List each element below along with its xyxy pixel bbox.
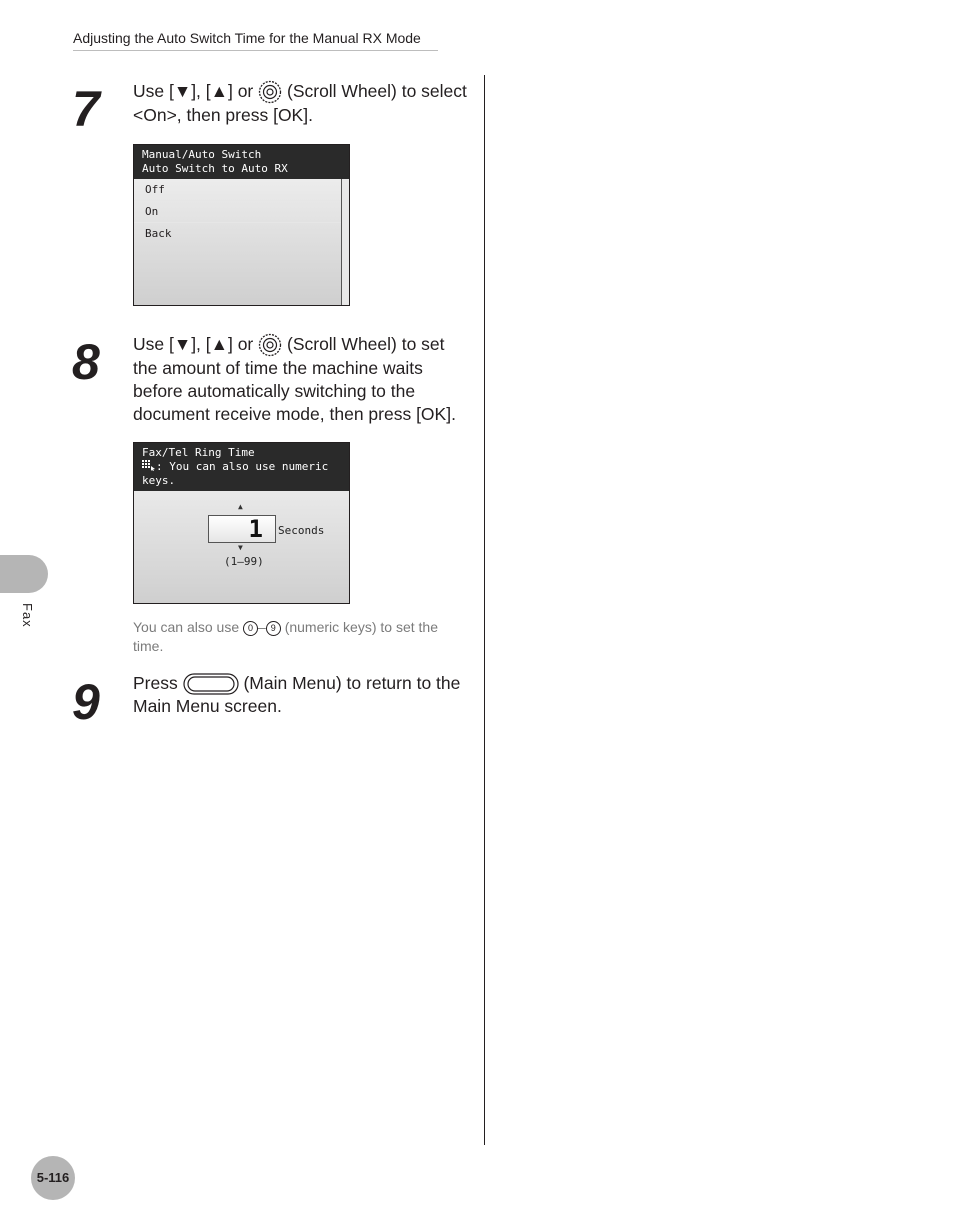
value-up-arrow[interactable]: ▲ bbox=[238, 502, 243, 511]
menu-item-on[interactable]: On bbox=[134, 201, 341, 223]
column-divider bbox=[484, 75, 485, 1145]
step-8-text-pre: Use [ bbox=[133, 334, 174, 354]
main-menu-key-icon bbox=[183, 673, 239, 695]
step-number-9: 9 bbox=[72, 674, 100, 730]
running-header: Adjusting the Auto Switch Time for the Manual RX Mode bbox=[73, 30, 438, 51]
step-7-text-mid2: ] or bbox=[227, 81, 259, 101]
step-7-text-pre: Use [ bbox=[133, 81, 174, 101]
step-7-text-mid1: ], [ bbox=[191, 81, 211, 101]
menu-item-back[interactable]: Back bbox=[145, 227, 172, 240]
value-range-label: (1–99) bbox=[224, 555, 264, 568]
lcd-title-line-2: Auto Switch to Auto RX bbox=[142, 162, 288, 175]
chapter-tab-label: Fax bbox=[20, 603, 35, 628]
numeric-key-9-icon: 9 bbox=[266, 621, 281, 636]
time-value-field[interactable] bbox=[208, 515, 276, 543]
step-8-text-post: (Scroll Wheel) to set the amount of time the machine waits before automatically switching to the document receive mode, then press [OK]. bbox=[133, 334, 456, 425]
step-8-instruction bbox=[133, 333, 468, 426]
note-text-pre: You can also use bbox=[133, 619, 244, 635]
lcd-title-bar bbox=[134, 443, 349, 491]
page-number: 5-116 bbox=[31, 1156, 75, 1200]
down-arrow-symbol: ▼ bbox=[173, 81, 192, 101]
lcd-screen-ring-time bbox=[133, 442, 350, 604]
lcd-screen-auto-switch bbox=[133, 144, 350, 306]
lcd-title-line-2-text: : You can also use numeric keys. bbox=[142, 460, 329, 487]
step-number-8: 8 bbox=[72, 334, 100, 390]
step-9-text-post: (Main Menu) to return to the Main Menu screen. bbox=[133, 673, 461, 717]
menu-item-off[interactable]: Off bbox=[134, 179, 341, 201]
time-unit-label: Seconds bbox=[278, 524, 325, 537]
note-dash: – bbox=[258, 619, 266, 635]
step-number-7: 7 bbox=[72, 81, 100, 137]
step-8-text-mid1: ], [ bbox=[191, 334, 211, 354]
lcd-title-line-1: Manual/Auto Switch bbox=[142, 148, 262, 161]
up-arrow-symbol: ▲ bbox=[210, 334, 228, 354]
step-8-text-mid2: ] or bbox=[227, 334, 259, 354]
scroll-wheel-icon bbox=[258, 333, 282, 357]
lcd-title-line-1: Fax/Tel Ring Time bbox=[142, 446, 255, 459]
step-7-instruction bbox=[133, 80, 468, 127]
chapter-tab bbox=[0, 555, 48, 593]
lcd-title-bar bbox=[134, 145, 349, 179]
time-value: 1 bbox=[248, 515, 263, 543]
step-9-instruction bbox=[133, 672, 468, 718]
numeric-key-0-icon: 0 bbox=[243, 621, 258, 636]
note-text-post: (numeric keys) to set the time. bbox=[133, 619, 438, 654]
scroll-wheel-icon bbox=[258, 80, 282, 104]
up-arrow-symbol: ▲ bbox=[210, 81, 228, 101]
value-down-arrow[interactable]: ▼ bbox=[238, 543, 243, 552]
numeric-keys-note bbox=[133, 618, 468, 656]
step-9-text-pre: Press bbox=[133, 673, 183, 693]
numeric-keypad-icon bbox=[142, 460, 156, 471]
step-7-text-post: (Scroll Wheel) to select <On>, then press [OK]. bbox=[133, 81, 467, 126]
lcd-title-line-2 bbox=[142, 460, 341, 488]
scrollbar[interactable] bbox=[341, 179, 349, 305]
down-arrow-symbol: ▼ bbox=[173, 334, 192, 354]
